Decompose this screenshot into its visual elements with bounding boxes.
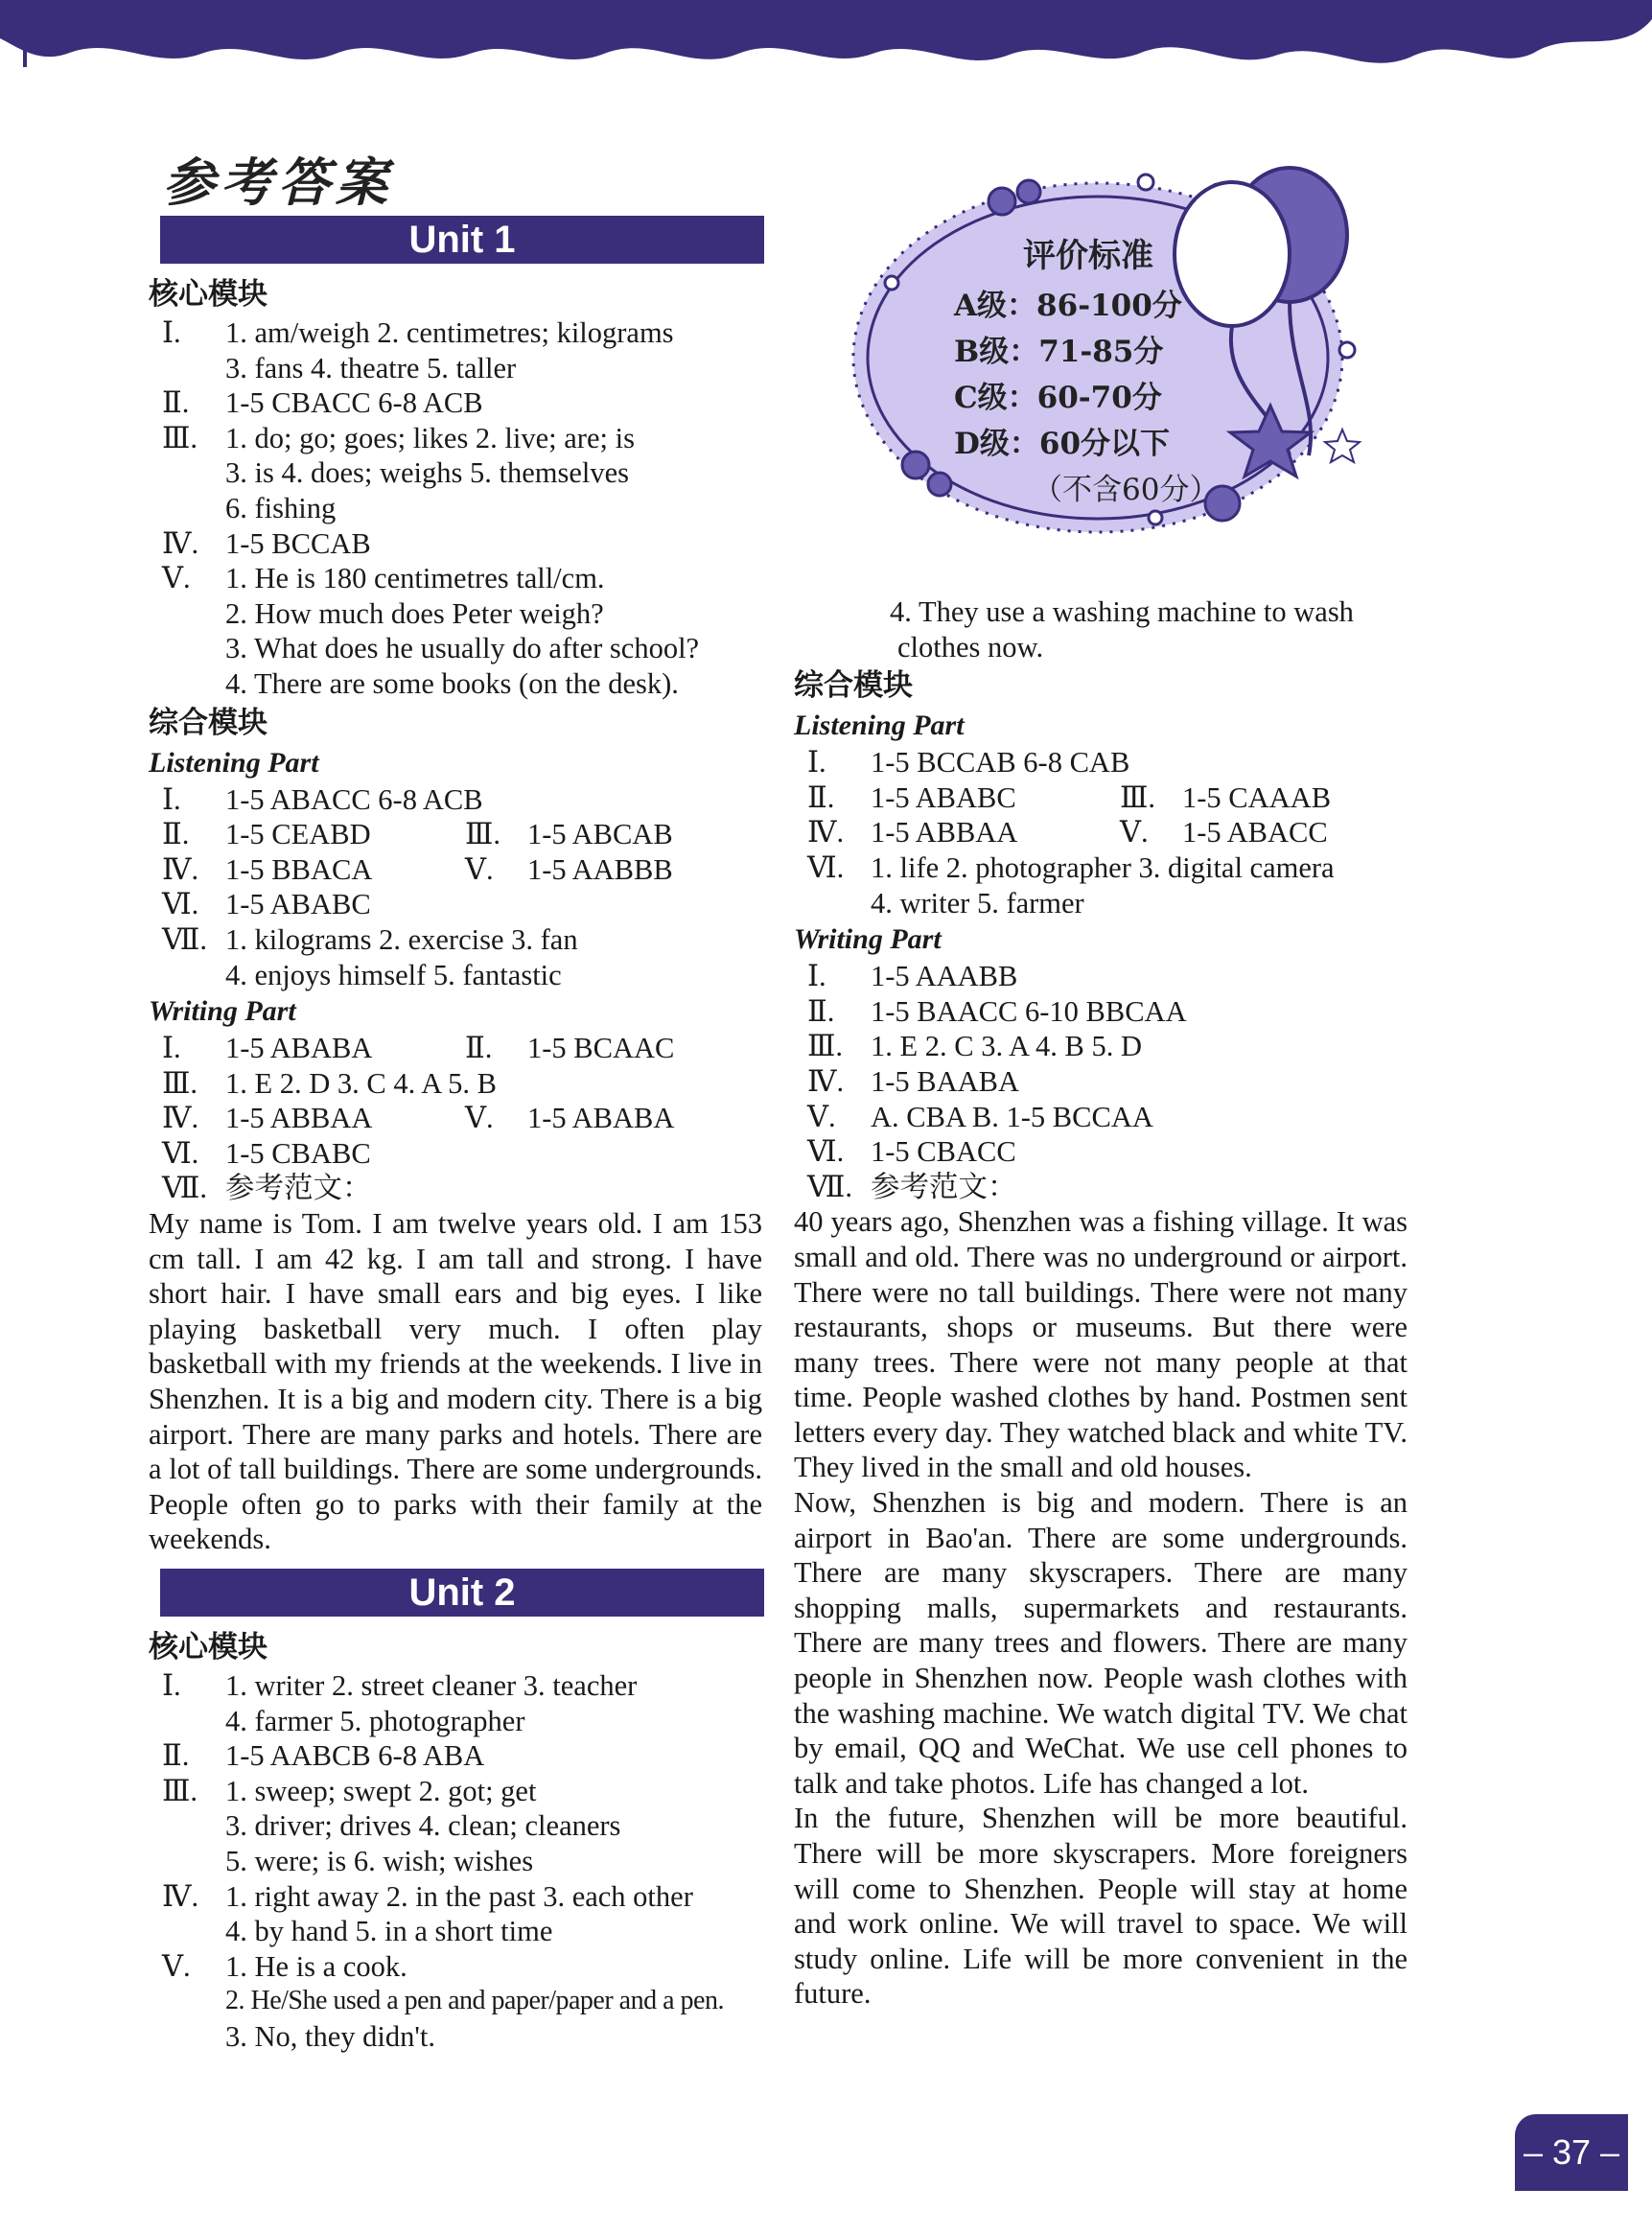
answer-line: 1-5 BCCAB 6-8 CAB [871,746,1130,780]
listening-part-heading: Listening Part [149,746,319,779]
answer-row [149,561,762,596]
page-number: – 37 – [1515,2114,1628,2191]
item-number: Ⅶ. [162,1172,207,1205]
unit1-comp-heading: 综合模块 [149,705,268,740]
item-number: Ⅳ. [162,1102,199,1135]
answer-line: 1. He is a cook. [225,1949,407,1983]
answer-row [149,922,762,958]
answer-line: 1-5 ABBAA [225,1102,373,1135]
answer-line: 1-5 ABCAB [527,818,673,851]
answer-line: 6. fishing [225,491,337,524]
answer-row [149,782,762,818]
answer-line: 1. life 2. photographer 3. digital camera [871,850,1335,884]
item-number: Ⅰ. [162,1669,181,1702]
item-number: Ⅲ. [162,1066,198,1100]
answer-line: 1-5 ABACC 6-8 ACB [225,782,483,816]
item-number: Ⅰ. [162,1032,181,1065]
answer-line: 2. He/She used a pen and paper/paper and a pen. [225,1986,724,2016]
unit2-essay-paragraph: Now, Shenzhen is big and modern. There is an airport in Bao'an. There are some undergrounds. There are many skyscrapers. There are many shopping malls, supermarkets and restaurants. There are many trees and flowers. There are many people in Shenzhen now. People wash clothes with the washing machine. We watch digital TV. We chat by email, QQ and WeChat. We use cell phones to talk and take photos. Life has changed a lot. [794,1486,1408,1800]
answer-line: 1-5 AAABB [871,960,1018,993]
answer-line: 1. writer 2. street cleaner 3. teacher [225,1669,638,1702]
item-number: Ⅵ. [807,850,845,884]
answer-line: 1-5 BCAAC [527,1032,675,1065]
item-number: Ⅴ. [807,1100,836,1133]
answer-row [149,817,762,852]
left-column [149,216,762,2055]
item-number: Ⅳ. [162,526,199,560]
item-number: Ⅳ. [807,1064,845,1098]
answer-line: 参考范文： [225,1172,372,1205]
answer-line: 1-5 BCCAB [225,526,371,560]
criteria-line: D级：60分以下 [954,427,1171,461]
item-number: Ⅵ. [162,1136,199,1170]
writing-part-heading: Writing Part [794,923,942,956]
answer-line: 1-5 CEABD [225,818,371,851]
answer-row [149,1738,762,1774]
item-number: Ⅳ. [162,852,199,886]
answer-row [149,1774,762,1809]
criteria-line: C级：60-70分 [954,381,1162,415]
answer-line: 4. by hand 5. in a short time [225,1915,553,1948]
item-number: Ⅲ. [162,1774,198,1807]
answer-line: 1. am/weigh 2. centimetres; kilograms [225,316,674,349]
item-number: Ⅵ. [807,1135,845,1169]
answer-line: 1-5 BAACC 6-10 BBCAA [871,994,1187,1028]
item-number: Ⅰ. [807,960,826,993]
item-number: Ⅰ. [162,782,181,816]
answer-row [149,1101,762,1136]
item-number: Ⅲ. [1120,780,1156,814]
answer-row [149,1066,762,1102]
answer-line: 1-5 ABABA [527,1102,675,1135]
answer-row [794,815,1408,850]
answer-line: 1. sweep; swept 2. got; get [225,1774,537,1807]
item-number: Ⅴ. [465,852,494,886]
answer-line: 1-5 ABABA [225,1032,373,1065]
item-number: Ⅱ. [465,1032,493,1065]
item-number: Ⅳ. [162,1879,199,1913]
answer-line: 3. No, they didn't. [225,2019,435,2053]
unit1-essay: My name is Tom. I am twelve years old. I am 153 cm tall. I am 42 kg. I am tall and strong. I have short hair. I have small ears and big eyes. I like playing basketball very much. I often play basketball with my friends at the weekends. I live in Shenzhen. It is a big and modern city. There is a big airport. There are many parks and hotels. There are a lot of tall buildings. There are some undergrounds. People often go to parks with their family at the weekends. [149,1207,762,1556]
criteria-note: （不含60分） [1033,473,1220,507]
answer-line: 1. kilograms 2. exercise 3. fan [225,922,578,956]
answer-row [794,1134,1408,1170]
item-number: Ⅱ. [807,994,835,1028]
answer-line: A. CBA B. 1-5 BCCAA [871,1100,1153,1133]
answer-row [149,1949,762,1985]
answer-line: 4. writer 5. farmer [871,886,1084,920]
answer-line: 4. There are some books (on the desk). [225,666,679,700]
answer-row [149,1136,762,1172]
answer-row [149,852,762,888]
answer-line: 1. E 2. D 3. C 4. A 5. B [225,1066,498,1100]
answer-line: 1-5 AABBB [527,852,673,886]
top-wave-decoration [0,0,1652,67]
answer-line: 1. He is 180 centimetres tall/cm. [225,562,605,595]
criteria-text [954,233,1219,513]
answer-row [794,1170,1408,1205]
answer-line: 1-5 BAABA [871,1064,1020,1098]
answer-line: 4. farmer 5. photographer [225,1704,525,1737]
answer-row [149,1171,762,1206]
answer-row [794,1029,1408,1064]
item-number: Ⅶ. [807,1170,852,1203]
criteria-title: 评价标准 [1023,237,1153,275]
answer-line: 1. do; go; goes; likes 2. live; are; is [225,421,635,454]
item-number: Ⅱ. [162,386,190,420]
unit2-essay-paragraph: In the future, Shenzhen will be more beautiful. There will be more skyscrapers. More foreigners will come to Shenzhen. People will stay at home and work online. We will travel to space. We will study online. Life will be more convenient in the future. [794,1802,1408,2011]
answer-row [149,421,762,456]
writing-part-heading: Writing Part [149,995,296,1028]
unit2-core-heading: 核心模块 [149,1630,268,1665]
answer-line: 4. They use a washing machine to wash [890,595,1354,628]
answer-line: 1-5 ABBAA [871,816,1018,850]
right-column [794,594,1408,2012]
item-number: Ⅳ. [807,816,845,850]
unit1-core-heading: 核心模块 [149,277,268,312]
answer-line: 3. driver; drives 4. clean; cleaners [225,1809,621,1843]
answer-line: 1-5 ABABC [225,888,371,921]
answer-row [794,959,1408,994]
item-number: Ⅱ. [162,1739,190,1773]
item-number: Ⅲ. [807,1030,844,1063]
answer-row [794,1064,1408,1100]
answer-line: 5. were; is 6. wish; wishes [225,1844,534,1877]
item-number: Ⅶ. [162,922,207,956]
item-number: Ⅴ. [1120,816,1149,850]
answer-row [794,745,1408,780]
item-number: Ⅴ. [162,562,191,595]
item-number: Ⅱ. [162,818,190,851]
answer-row [149,1668,762,1704]
answer-line: 3. is 4. does; weighs 5. themselves [225,456,630,490]
answer-line: 参考范文： [871,1170,1017,1203]
answer-row [794,994,1408,1030]
answer-line: 1-5 AABCB 6-8 ABA [225,1739,485,1773]
criteria-line: B级：71-85分 [954,335,1164,369]
answer-line: 1. right away 2. in the past 3. each other [225,1879,693,1913]
criteria-line: A级：86-100分 [954,289,1182,323]
answer-line: 3. What does he usually do after school? [225,632,700,665]
answer-line: 1-5 BBACA [225,852,373,886]
answer-row [794,780,1408,816]
answer-line: clothes now. [897,630,1044,664]
answer-row [149,315,762,351]
item-number: Ⅱ. [807,780,835,814]
unit2-banner: Unit 2 [160,1569,764,1617]
answer-row [149,385,762,421]
item-number: Ⅰ. [162,316,181,349]
item-number: Ⅴ. [162,1949,191,1983]
answer-row [149,1879,762,1915]
answer-line: 1-5 CBACC 6-8 ACB [225,386,483,420]
unit2-comp-heading: 综合模块 [794,668,913,704]
unit2-essay-paragraph: 40 years ago, Shenzhen was a fishing village. It was small and old. There was no underground or airport. There were no tall buildings. There were not many restaurants, shops or museums. But there were many trees. There were not many people at that time. People washed clothes by hand. Postmen sent letters every day. They watched black and white TV. They lived in the small and old houses. [794,1205,1408,1484]
answer-line: 1-5 CBABC [225,1136,371,1170]
item-number: Ⅲ. [162,421,198,454]
answer-row [794,850,1408,886]
answer-line: 1-5 CAAAB [1182,780,1332,814]
answer-line: 1. E 2. C 3. A 4. B 5. D [871,1030,1143,1063]
item-number: Ⅰ. [807,746,826,780]
answer-line: 2. How much does Peter weigh? [225,596,604,630]
answer-line: 1-5 CBACC [871,1135,1016,1169]
answer-row [149,526,762,562]
answer-line: 1-5 ABACC [1182,816,1328,850]
answer-line: 4. enjoys himself 5. fantastic [225,958,562,991]
answer-line: 3. fans 4. theatre 5. taller [225,351,517,384]
answer-row [149,1031,762,1066]
page-title: 参考答案 [163,151,393,213]
listening-part-heading: Listening Part [794,710,965,742]
item-number: Ⅴ. [465,1102,494,1135]
item-number: Ⅵ. [162,888,199,921]
unit1-banner: Unit 1 [160,216,764,264]
item-number: Ⅲ. [465,818,501,851]
answer-line: 1-5 ABABC [871,780,1016,814]
answer-row [794,1100,1408,1135]
answer-row [149,887,762,922]
